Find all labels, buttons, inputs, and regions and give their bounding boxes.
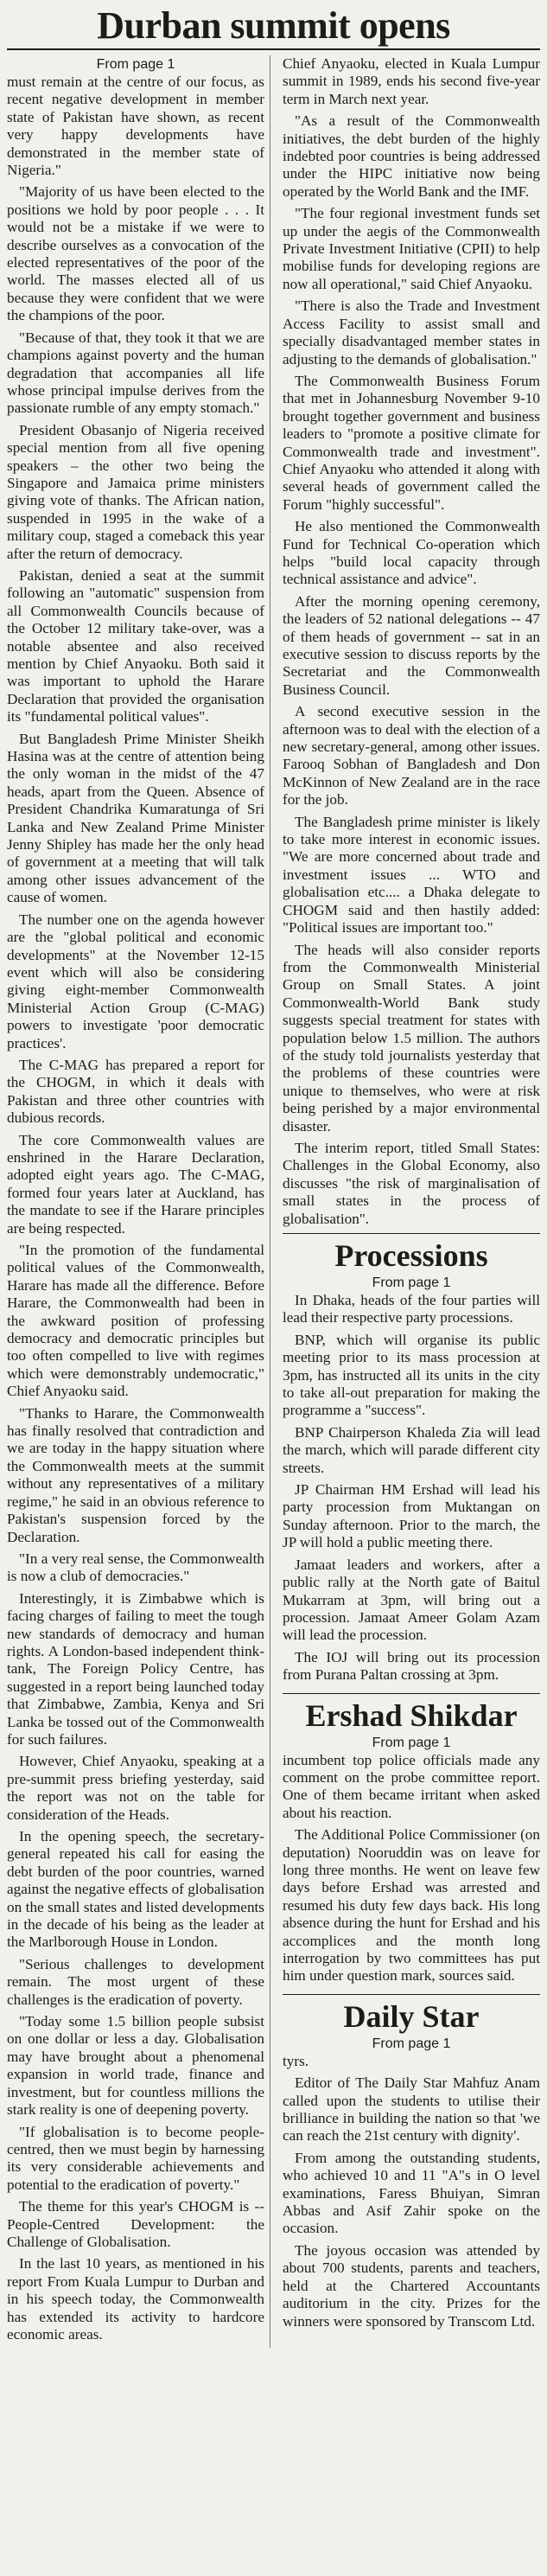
main-paragraph: The interim report, titled Small States: Challenges in the Global Economy, also discusses "the risk of marginalisation of small states in the process of globalisation". [283, 1139, 540, 1227]
main-paragraph: After the morning opening ceremony, the leaders of 52 national delegations -- 47 of them heads of government -- sat in an executive session to discuss reports by the Secretariat and the Commonwealth Business Council. [283, 592, 540, 698]
processions-paragraph: JP Chairman HM Ershad will lead his party procession from Muktangan on Sunday afternoon. Prior to the march, the JP will hold a public meeting there. [283, 1481, 540, 1551]
processions-paragraph: BNP, which will organise its public meeting prior to its mass procession at 3pm, has instructed all its units in the city to take all-out preparation for making the programme a "success". [283, 1331, 540, 1419]
main-paragraph: The theme for this year's CHOGM is -- People-Centred Development: the Challenge of Globalisation. [7, 2198, 264, 2250]
ershad-paragraph: The Additional Police Commissioner (on deputation) Nooruddin was on leave for long three months. He went on leave few days before Ershad was arrested and resumed his duty few days back. His long absence during the hunt for Ershad and his accomplices and the month long interrogation by two committees has put him under question mark, sources said. [283, 1826, 540, 1985]
ershad-headline: Ershad Shikdar [283, 1693, 540, 1734]
main-paragraph: However, Chief Anyaoku, speaking at a pre-summit press briefing yesterday, said the report was not on the table for consideration of the Heads. [7, 1753, 264, 1823]
daily-star-headline: Daily Star [283, 1994, 540, 2035]
main-paragraph: "Thanks to Harare, the Commonwealth has finally resolved that contradiction and we are today in the happy situation where the Commonwealth meets at the summit without any representatives of a military regime," he said in an obvious reference to Pakistan's suspension forced by the Declaration. [7, 1404, 264, 1545]
ershad-paragraph: incumbent top police officials made any comment on the probe committee report. One of them became irritant when asked about his reaction. [283, 1751, 540, 1821]
processions-headline: Processions [283, 1233, 540, 1274]
main-paragraph: "Because of that, they took it that we are champions against poverty and the human degradation that accompanies all life whose principal impulse derives from the passionate rumble of any empty stomach." [7, 329, 264, 417]
daily-star-paragraph: Editor of The Daily Star Mahfuz Anam called upon the students to utilise their brilliance in building the nation so that 'we can reach the 21st century with dignity'. [283, 2074, 540, 2145]
processions-paragraph: BNP Chairperson Khaleda Zia will lead the march, which will parade different city streets. [283, 1423, 540, 1476]
main-paragraph: In the opening speech, the secretary-general repeated his call for easing the debt burden of the poor countries, warned against the negative effects of globalisation on the small states and listed developments in the decade of his being as the leader at the Marlborough House in London. [7, 1828, 264, 1951]
main-paragraph: The Bangladesh prime minister is likely to take more interest in economic issues. "We are more concerned about trade and investment issues ... WTO and globalisation etc.... a Dhaka delegate to CHOGM said and then hastily added: "Political issues are important too." [283, 813, 540, 936]
processions-paragraph: The IOJ will bring out its procession from Purana Paltan crossing at 3pm. [283, 1648, 540, 1684]
columns [7, 55, 540, 2348]
left-column [7, 55, 270, 2348]
main-paragraph: A second executive session in the afternoon was to deal with the election of a new secretary-general, among other issues. Farooq Sobhan of Bangladesh and Don McKinnon of New Zealand are in the race for the job. [283, 703, 540, 809]
main-paragraph: Interestingly, it is Zimbabwe which is facing charges of failing to meet the tough new standards of democracy and human rights. A London-based independent think-tank, The Foreign Policy Centre, has suggested in a report being launched today that Zimbabwe, Zambia, Kenya and Sri Lanka be tossed out of the Commonwealth for such failures. [7, 1589, 264, 1748]
ershad-from-label: From page 1 [372, 1735, 451, 1750]
main-paragraph: In the last 10 years, as mentioned in his report From Kuala Lumpur to Durban and in his speech today, the Commonwealth has extended its activity to hardcore economic areas. [7, 2255, 264, 2343]
main-paragraph: "Today some 1.5 billion people subsist on one dollar or less a day. Globalisation may have brought about a phenomenal expansion in world trade, finance and investment, but for countless millions the stark reality is one of deepening poverty. [7, 2013, 264, 2119]
daily-star-paragraph: From among the outstanding students, who achieved 10 and 11 "A"s in O level examinations, Faress Bhuiyan, Simran Abbas and Asif Zahir spoke on the occasion. [283, 2149, 540, 2237]
daily-star-body [283, 2053, 540, 2330]
main-paragraph: But Bangladesh Prime Minister Sheikh Hasina was at the centre of attention being the only woman in the midst of the 47 heads, apart from the Queen. Absence of President Chandrika Kumaratunga of Sri Lanka and New Zealand Prime Minister Jenny Shipley has made her the only head of government at a meeting that will talk among other issues advancement of the cause of women. [7, 730, 264, 906]
main-paragraph: "Serious challenges to development remain. The most urgent of these challenges is the eradication of poverty. [7, 1955, 264, 2008]
daily-star-from-label: From page 1 [372, 2036, 451, 2051]
processions-paragraph: In Dhaka, heads of the four parties will lead their respective party processions. [283, 1292, 540, 1326]
main-paragraph: The heads will also consider reports from the Commonwealth Ministerial Group on Small States. A joint Commonwealth-World Bank study suggests special treatment for states with population below 1.5 million. The authors of the study told journalists yesterday that the problems of these countries were unique to themselves, who were at risk being perished by a major environmental disaster. [283, 941, 540, 1135]
main-article-body-left [7, 74, 264, 2343]
processions-paragraph: Jamaat leaders and workers, after a public rally at the North gate of Baitul Mukarram at 3pm, will bring out a procession. Jamaat Ameer Golam Azam will lead the procession. [283, 1556, 540, 1644]
main-from-label: From page 1 [96, 57, 175, 72]
main-article-body-right [283, 55, 540, 1228]
main-paragraph: "In a very real sense, the Commonwealth is now a club of democracies." [7, 1550, 264, 1585]
ershad-body [283, 1752, 540, 1985]
main-paragraph: Pakistan, denied a seat at the summit following an "automatic" suspension from all Commonwealth Councils because of the October 12 military take-over, was a notable absentee and also received mention by Chief Anyaoku. Both said it was important to uphold the Harare Declaration that provided the organisation its "fundamental political values". [7, 566, 264, 725]
main-paragraph: The core Commonwealth values are enshrined in the Harare Declaration, adopted eight years ago. The C-MAG, formed four years later at Auckland, has the mandate to see if the Harare principles are being respected. [7, 1131, 264, 1237]
main-headline: Durban summit opens [7, 3, 540, 50]
processions-from-label: From page 1 [372, 1275, 451, 1290]
main-paragraph: "If globalisation is to become people-centred, then we must begin by harnessing its very considerable achievements and potential to the eradication of poverty." [7, 2123, 264, 2193]
daily-star-paragraph: tyrs. [283, 2052, 309, 2069]
main-paragraph: "There is also the Trade and Investment Access Facility to assist small and specially disadvantaged member states in adjusting to the demands of globalisation." [283, 297, 540, 368]
main-paragraph: President Obasanjo of Nigeria received special mention from all five opening speakers – the other two being the Singapore and Jamaica prime ministers giving vote of thanks. The African nation, suspended in 1995 in the wake of a military coup, staged a comeback this year after the return of democracy. [7, 421, 264, 562]
main-paragraph: The number one on the agenda however are the "global political and economic developments" at the November 12-15 event which will also be considering giving eight-member Commonwealth Ministerial Action Group (C-MAG) powers to investigate 'poor democratic practices'. [7, 911, 264, 1051]
daily-star-paragraph: The joyous occasion was attended by about 700 students, parents and teachers, held at the Chartered Accountants auditorium in the city. Prizes for the winners were sponsored by Transcom Ltd. [283, 2241, 540, 2330]
main-paragraph: must remain at the centre of our focus, as recent negative development in member state of Pakistan have shown, as recent very happy developments have demonstrated in the member state of Nigeria." [7, 74, 264, 179]
right-column [283, 55, 540, 2348]
processions-body [283, 1292, 540, 1684]
main-paragraph: The Commonwealth Business Forum that met in Johannesburg November 9-10 brought together government and business leaders to "promote a positive climate for Commonwealth trade and investment". Chief Anyaoku who attended it along with several heads of government called the Forum "highly successful". [283, 372, 540, 513]
main-paragraph: "The four regional investment funds set up under the aegis of the Commonwealth Private Investment Initiative (CPII) to help mobilise funds for developing regions are now all operational," said Chief Anyaoku. [283, 205, 540, 292]
main-paragraph: He also mentioned the Commonwealth Fund for Technical Co-operation which helps "build local capacity through technical assistance and advice". [283, 518, 540, 588]
main-paragraph: The C-MAG has prepared a report for the CHOGM, in which it deals with Pakistan and three other countries with dubious records. [7, 1056, 264, 1127]
main-paragraph: "As a result of the Commonwealth initiatives, the debt burden of the highly indebted poor countries is being addressed under the HIPC initiative now being operated by the World Bank and the IMF. [283, 112, 540, 200]
main-paragraph: "Majority of us have been elected to the positions we hold by poor people . . . It would not be a mistake if we were to describe ourselves as a convocation of the elected representatives of the poor of the world. The masses elected all of us because they were confident that we were the champions of the poor. [7, 183, 264, 324]
main-paragraph: "In the promotion of the fundamental political values of the Commonwealth, Harare has made all the difference. Before Harare, the Commonwealth had been in the awkward position of professing democracy and democratic principles but too often compelled to live with regimes which were demonstrably undemocratic," Chief Anyaoku said. [7, 1242, 264, 1400]
main-paragraph: Chief Anyaoku, elected in Kuala Lumpur summit in 1989, ends his second five-year term in March next year. [283, 55, 540, 107]
